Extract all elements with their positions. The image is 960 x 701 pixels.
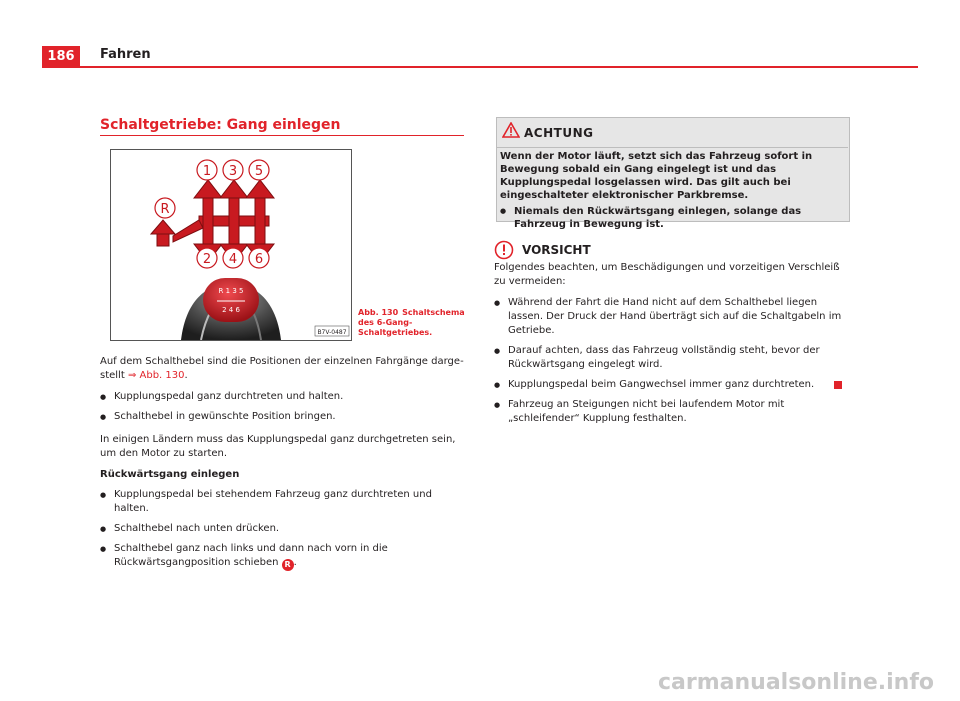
intro-text: Auf dem Schalthebel sind die Positionen der einzelnen Fahrgänge dargestellt (100, 356, 464, 381)
reverse-last-text: Schalthebel ganz nach links und dann nach vorn in die Rückwärtsgangposition schieben (114, 543, 388, 568)
section-end-marker (834, 381, 842, 389)
gear-4-label: 4 (228, 252, 238, 267)
gear-5-label: 5 (254, 164, 264, 179)
page-header-title: Fahren (100, 47, 151, 62)
reverse-last-end: . (293, 557, 297, 568)
reverse-step-item (100, 542, 466, 571)
gear-pattern-illustration (111, 150, 351, 340)
caution-title: VORSICHT (522, 243, 591, 257)
section-title: Schaltgetriebe: Gang einlegen (100, 117, 341, 133)
header-rule (80, 66, 918, 68)
caution-bullet: ● Darauf achten, dass das Fahrzeug vollständig steht, bevor der Rückwärtsgang eingelegt wird. (494, 344, 850, 372)
figure-reference-link[interactable]: ⇒ Abb. 130 (127, 370, 185, 381)
note-paragraph: In einigen Ländern muss das Kupplungspedal ganz durchgetreten sein, um den Motor zu starten. (100, 434, 456, 459)
knob-top-label: R 1 3 5 (218, 287, 244, 295)
intro-paragraph (100, 355, 466, 383)
watermark: carmanualsonline.info (658, 670, 934, 695)
figure-caption-text: Schaltschema des 6-Gang-Schaltgetriebes. (358, 308, 465, 337)
reverse-step-item: ● Schalthebel nach unten drücken. (100, 522, 466, 536)
caution-column (494, 261, 850, 432)
knob-bottom-label: 2 4 6 (222, 306, 240, 314)
caution-intro: Folgendes beachten, um Beschädigungen und vorzeitigen Verschleiß zu vermeiden: (494, 262, 840, 287)
warning-text: Wenn der Motor läuft, setzt sich das Fahrzeug sofort in Bewegung sobald ein Gang eingelegt ist und das Kupplungspedal losgelassen wird. Das gilt auch bei eingeschalteter elektronischer Parkbremse. (500, 151, 813, 201)
figure-caption-number: Abb. 130 (358, 308, 399, 317)
step-item: ● Kupplungspedal ganz durchtreten und halten. (100, 390, 466, 404)
reverse-heading: Rückwärtsgang einlegen (100, 469, 240, 480)
figure-caption (358, 308, 468, 338)
warning-text-block (500, 150, 844, 237)
figure-code: B7V-0487 (317, 329, 347, 336)
gear-3-label: 3 (228, 164, 238, 179)
reverse-step-item: ● Kupplungspedal bei stehendem Fahrzeug ganz durchtreten und halten. (100, 488, 466, 516)
caution-bullet: ● Kupplungspedal beim Gangwechsel immer ganz durchtreten. (494, 378, 850, 392)
gear-shift-diagram (110, 149, 352, 341)
gear-reverse-label: R (160, 202, 170, 217)
gear-6-label: 6 (254, 252, 264, 267)
warning-bullet: ● Niemals den Rückwärtsgang einlegen, solange das Fahrzeug in Bewegung ist. (500, 205, 844, 231)
left-column (100, 355, 466, 577)
step-item: ● Schalthebel in gewünschte Position bringen. (100, 410, 466, 424)
gear-1-label: 1 (202, 164, 212, 179)
warning-title: ACHTUNG (524, 126, 594, 140)
gear-2-label: 2 (202, 252, 212, 267)
section-rule (100, 135, 464, 136)
intro-end: . (184, 370, 188, 381)
warning-header (496, 117, 848, 148)
reverse-badge-icon: R (282, 559, 294, 571)
warning-triangle-icon (502, 122, 520, 138)
caution-bullet: ● Während der Fahrt die Hand nicht auf dem Schalthebel liegen lassen. Der Druck der Hand überträgt sich auf die Schaltgabeln im Getriebe. (494, 296, 850, 338)
caution-exclamation-icon (494, 240, 514, 260)
caution-bullet: ● Fahrzeug an Steigungen nicht bei laufendem Motor mit „schleifender“ Kupplung festhalten. (494, 398, 850, 426)
page-number: 186 (42, 46, 80, 68)
